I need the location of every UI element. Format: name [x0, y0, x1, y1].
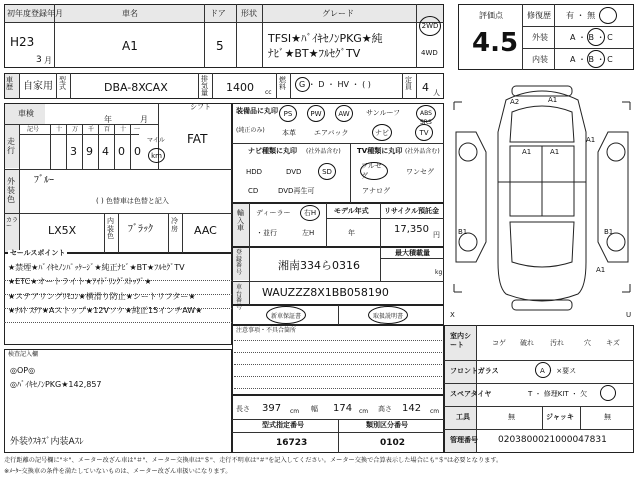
equip-navi: ナビ [375, 128, 389, 137]
type-no-value: 16723 [276, 438, 308, 448]
right-side-view [598, 132, 628, 262]
model-year-unit: 年 [348, 229, 355, 237]
month-unit: 月 [44, 56, 52, 65]
drive-2wd: 2WD [421, 22, 439, 30]
damage-label-3: A1 [522, 148, 532, 156]
digit-header-1: 十 [56, 126, 63, 133]
damage-label-4: A1 [550, 148, 560, 156]
class-no-label: 類別区分番号 [366, 421, 408, 429]
ac-label: 冷房 [171, 217, 178, 233]
interior-color-label: 内装色 [107, 217, 114, 241]
tv-note: (社外品含む) [405, 148, 440, 155]
width-value: 174 [333, 403, 353, 414]
ps-circle [279, 105, 297, 122]
warranty-circle [266, 306, 306, 324]
manual-circle [368, 306, 408, 324]
color-code-value: LX5X [48, 224, 77, 237]
digit-header-5: 十 [120, 126, 127, 133]
score-value: 4.5 [472, 28, 519, 58]
km-label: km [151, 151, 162, 160]
digit-header-label: 記号 [27, 126, 40, 133]
model-label: 型式 [59, 76, 66, 91]
interior-label: 内装 [532, 55, 548, 64]
drive-4wd: 4WD [421, 49, 438, 57]
notes-frame [232, 325, 444, 395]
navi-dvd: DVD [286, 168, 302, 176]
spare-options: T ・ 修理KIT ・ 欠 [528, 390, 588, 398]
car-name-label: 車名 [122, 9, 138, 18]
interior-color-value: ﾌﾞﾗｯｸ [128, 224, 153, 235]
shift-label: シフト [190, 103, 211, 111]
max-load-label: 最大積載量 [395, 249, 430, 257]
km-circle [148, 148, 165, 163]
navi-cd: CD [248, 187, 259, 195]
exterior-b-circle [587, 28, 605, 46]
mgmt-label: 管理番号 [450, 436, 478, 444]
length-value: 397 [262, 403, 282, 414]
spare-label: スペアタイヤ [450, 390, 492, 398]
class-no-value: 0102 [380, 438, 406, 448]
exterior-label: 外装 [532, 33, 548, 42]
new-car-warranty: 新車保証書 [270, 312, 301, 320]
tv-analog: アナログ [362, 187, 390, 195]
navi-note: (社外品含む) [306, 148, 341, 155]
length-label: 長さ [236, 405, 250, 413]
digit-header-6: 一 [134, 126, 141, 133]
width-unit: cm [359, 408, 369, 415]
seat-item-3: 汚れ [550, 339, 564, 347]
interior-options: A ・ B ・ C [570, 55, 613, 64]
inspection-line-2: ◎ﾊﾞｲｷｾﾉﾝPKG★142,857 [10, 380, 102, 389]
seat-item-4: 穴 [584, 339, 591, 347]
color-value: ﾌﾞﾙｰ [34, 175, 54, 186]
repair-label: 修復歴 [527, 11, 551, 20]
reg-year-label: 初年度登録年月 [7, 9, 63, 18]
equip-aw: AW [338, 109, 350, 118]
notes-title: 注意事項・不具合箇所 [236, 327, 297, 334]
aw-circle [335, 105, 353, 122]
navi-dvd-play: DVD再生可 [278, 187, 315, 195]
import-parallel: ・並行 [256, 229, 277, 237]
equipment-title: 装備品に丸印 [236, 107, 278, 115]
rear-window-shape [510, 222, 574, 267]
grade-line-2: ﾅﾋﾞ★BT★ﾌﾙｾｸﾞTV [268, 47, 361, 60]
type-no-label: 型式指定番号 [262, 421, 304, 429]
drive-2wd-circle [419, 16, 441, 36]
length-unit: cm [290, 408, 300, 415]
color-label: 外装色 [7, 177, 15, 204]
sales-title: セールスポイント [10, 249, 66, 257]
odo-digit-4: 4 [102, 145, 109, 158]
sales-line-1: ★禁煙★ﾊﾞｲｷｾﾉﾝﾊﾟｯｹｰｼﾞ★純正ﾅﾋﾞ★BT★ﾌﾙｾｸﾞTV [8, 263, 185, 272]
owner-manual: 取扱説明書 [372, 312, 403, 320]
equip-airbag: エアバック [314, 129, 349, 137]
chassis-label: 車台番号 [236, 284, 243, 311]
damage-label-6: B1 [458, 228, 468, 236]
import-dealer: ディーラー [256, 209, 291, 217]
mile-label: マイル [147, 137, 165, 144]
fuel-options: G ・ D ・ HV ・ ( ) [299, 80, 371, 89]
recycle-label: リサイクル預託金 [384, 207, 440, 215]
repair-options: 有 ・ 無 [566, 11, 596, 20]
model-year-label: モデル年式 [334, 207, 369, 215]
seat-item-1: コゲ [492, 339, 506, 347]
sales-line-4: ★ﾁﾙﾄ ｽﾃｱ★Aストップ★12Vソケ★純正15インチAW★ [8, 306, 203, 315]
recycle-unit: 円 [433, 231, 440, 239]
tool-label: 工具 [456, 413, 470, 421]
odo-digit-6: 0 [134, 145, 141, 158]
grade-line-1: TFSI★ﾊﾞｲｷｾﾉﾝPKG★純 [268, 32, 383, 45]
digit-header-3: 千 [88, 126, 95, 133]
equip-abs: ABS [420, 110, 432, 117]
mgmt-value: 0203800021000047831 [498, 435, 607, 445]
damage-label-10: U [626, 311, 632, 319]
equip-srs: SRS [420, 119, 432, 126]
right-hand-circle [300, 205, 320, 221]
height-value: 142 [402, 403, 422, 414]
windshield-shape [510, 106, 574, 142]
sales-line-3: ★ステアリングﾘﾓｺﾝ★横滑り防止★シートリフター★ [8, 292, 196, 301]
score-label: 評価点 [479, 11, 503, 20]
color-note: ( ) 色替車は色替と記入 [96, 197, 169, 205]
navi-sd: SD [322, 167, 332, 176]
reg-month: 3 [36, 55, 42, 65]
navi-hdd: HDD [246, 168, 263, 176]
history-label: 車検 [18, 109, 34, 118]
vehicle-label: 車歴 [6, 76, 13, 91]
equip-pw: PW [310, 109, 322, 118]
doors-value: 5 [216, 39, 224, 53]
seat-item-5: キズ [606, 339, 620, 347]
fuel-label: 燃料 [279, 76, 286, 91]
import-label: 輸入車 [237, 209, 244, 233]
sales-line-2: ★ETC★オートライト★ｱｲﾄﾞﾘﾝｸﾞｽﾄｯﾌﾟ★ [8, 277, 152, 286]
displacement-label: 排気量 [201, 75, 208, 97]
door-label: ドア [210, 9, 226, 18]
equip-leather: 本革 [282, 129, 296, 137]
shift-value: FAT [187, 132, 208, 146]
recycle-value: 17,350 [394, 224, 429, 235]
glass-a-circle [535, 362, 551, 378]
navi-circle [372, 124, 392, 141]
inspection-line-1: ◎OP◎ [10, 366, 36, 375]
kg-unit: kg [435, 269, 443, 276]
interior-b-circle [587, 50, 605, 68]
height-label: 高さ [378, 405, 392, 413]
tool-value: 無 [508, 413, 515, 421]
left-front-wheel [459, 143, 477, 161]
odo-digit-5: 0 [118, 145, 125, 158]
odo-digit-3: 9 [86, 145, 93, 158]
damage-label-9: X [450, 311, 455, 319]
tv-circle [415, 124, 433, 141]
tv-title: TV種類に丸印 [357, 147, 403, 155]
digit-header-4: 百 [104, 126, 111, 133]
history-year-label: 年 [104, 115, 112, 124]
vehicle-value: 自家用 [23, 81, 53, 92]
left-side-view [456, 132, 486, 262]
shape-label: 形状 [241, 9, 257, 18]
footer-line-2: ※ﾒｰﾀｰ交換車の条件を満たしていないものは、メーター改ざん車扱いになります。 [4, 468, 232, 475]
damage-label-1: A2 [510, 98, 520, 106]
seat-label: 室内シート [450, 332, 471, 350]
width-label: 幅 [311, 405, 318, 413]
odo-digit-2: 3 [70, 145, 77, 158]
damage-label-5: A1 [586, 136, 596, 144]
damage-label-2: A1 [548, 96, 558, 104]
ac-value: AAC [194, 224, 217, 237]
tv-fullseg-circle [360, 162, 388, 180]
height-unit: cm [430, 408, 440, 415]
color-code-label: カラー [6, 217, 19, 230]
model-value: DBA-8XCAX [104, 81, 168, 94]
equip-sunroof: サンルーフ [366, 109, 401, 117]
history-month-label: 月 [140, 115, 148, 124]
navi-sd-circle [318, 163, 336, 180]
glass-options: A ・ ×要ス [540, 367, 577, 375]
capacity-unit: 人 [433, 89, 440, 97]
pw-circle [307, 105, 325, 122]
equip-ps: PS [283, 109, 293, 118]
damage-label-8: A1 [596, 266, 606, 274]
glass-label: フロントガラス [450, 367, 499, 375]
damage-label-7: B1 [604, 228, 614, 236]
capacity-value: 4 [422, 81, 429, 94]
equipment-sub: (純正のみ) [236, 127, 265, 134]
footer-line-1: 走行距離の記号欄に"＊"、メーター改ざん車は"＃"、メーター交換車は"＄"、走行不明車は"＃"を記入してください。メーター交換で合算表示した場合にも"＄"は必要となります。 [4, 457, 503, 464]
jack-value: 無 [604, 413, 611, 421]
seat-item-2: 破れ [520, 339, 534, 347]
chassis-value: WAUZZZ8X1BB058190 [262, 286, 389, 299]
grade-label: グレード [322, 9, 354, 18]
navi-title: ナビ種類に丸印 [248, 147, 297, 155]
mileage-label: 走行 [7, 137, 15, 155]
repair-none-circle [599, 7, 617, 24]
reg-era: H23 [10, 35, 35, 49]
tv-fullseg: フルセグ [361, 162, 382, 180]
digit-header-2: 万 [72, 126, 79, 133]
registration-value: 湘南334ら0316 [278, 259, 360, 272]
capacity-label: 定員 [405, 76, 412, 91]
left-hand: 左H [302, 229, 315, 237]
car-damage-diagram [446, 72, 638, 322]
jack-label: ジャッキ [546, 413, 574, 421]
notes-bottom-text: 外装ｳｽｷｽﾞ内装Aｽﾚ [10, 437, 84, 447]
registration-label: 登録番号 [236, 249, 243, 276]
inspection-title: 検査記入欄 [8, 351, 39, 358]
displacement-value: 1400 [226, 81, 254, 94]
exterior-options: A ・ B ・ C [570, 33, 613, 42]
right-hand: 右H [303, 209, 317, 217]
car-name-value: A1 [122, 39, 138, 53]
cc-unit: cc [265, 89, 272, 96]
spare-missing-circle [600, 385, 616, 401]
tv-oneseg: ワンセグ [406, 168, 434, 176]
equip-tv: TV [419, 128, 429, 137]
right-front-wheel [607, 143, 625, 161]
